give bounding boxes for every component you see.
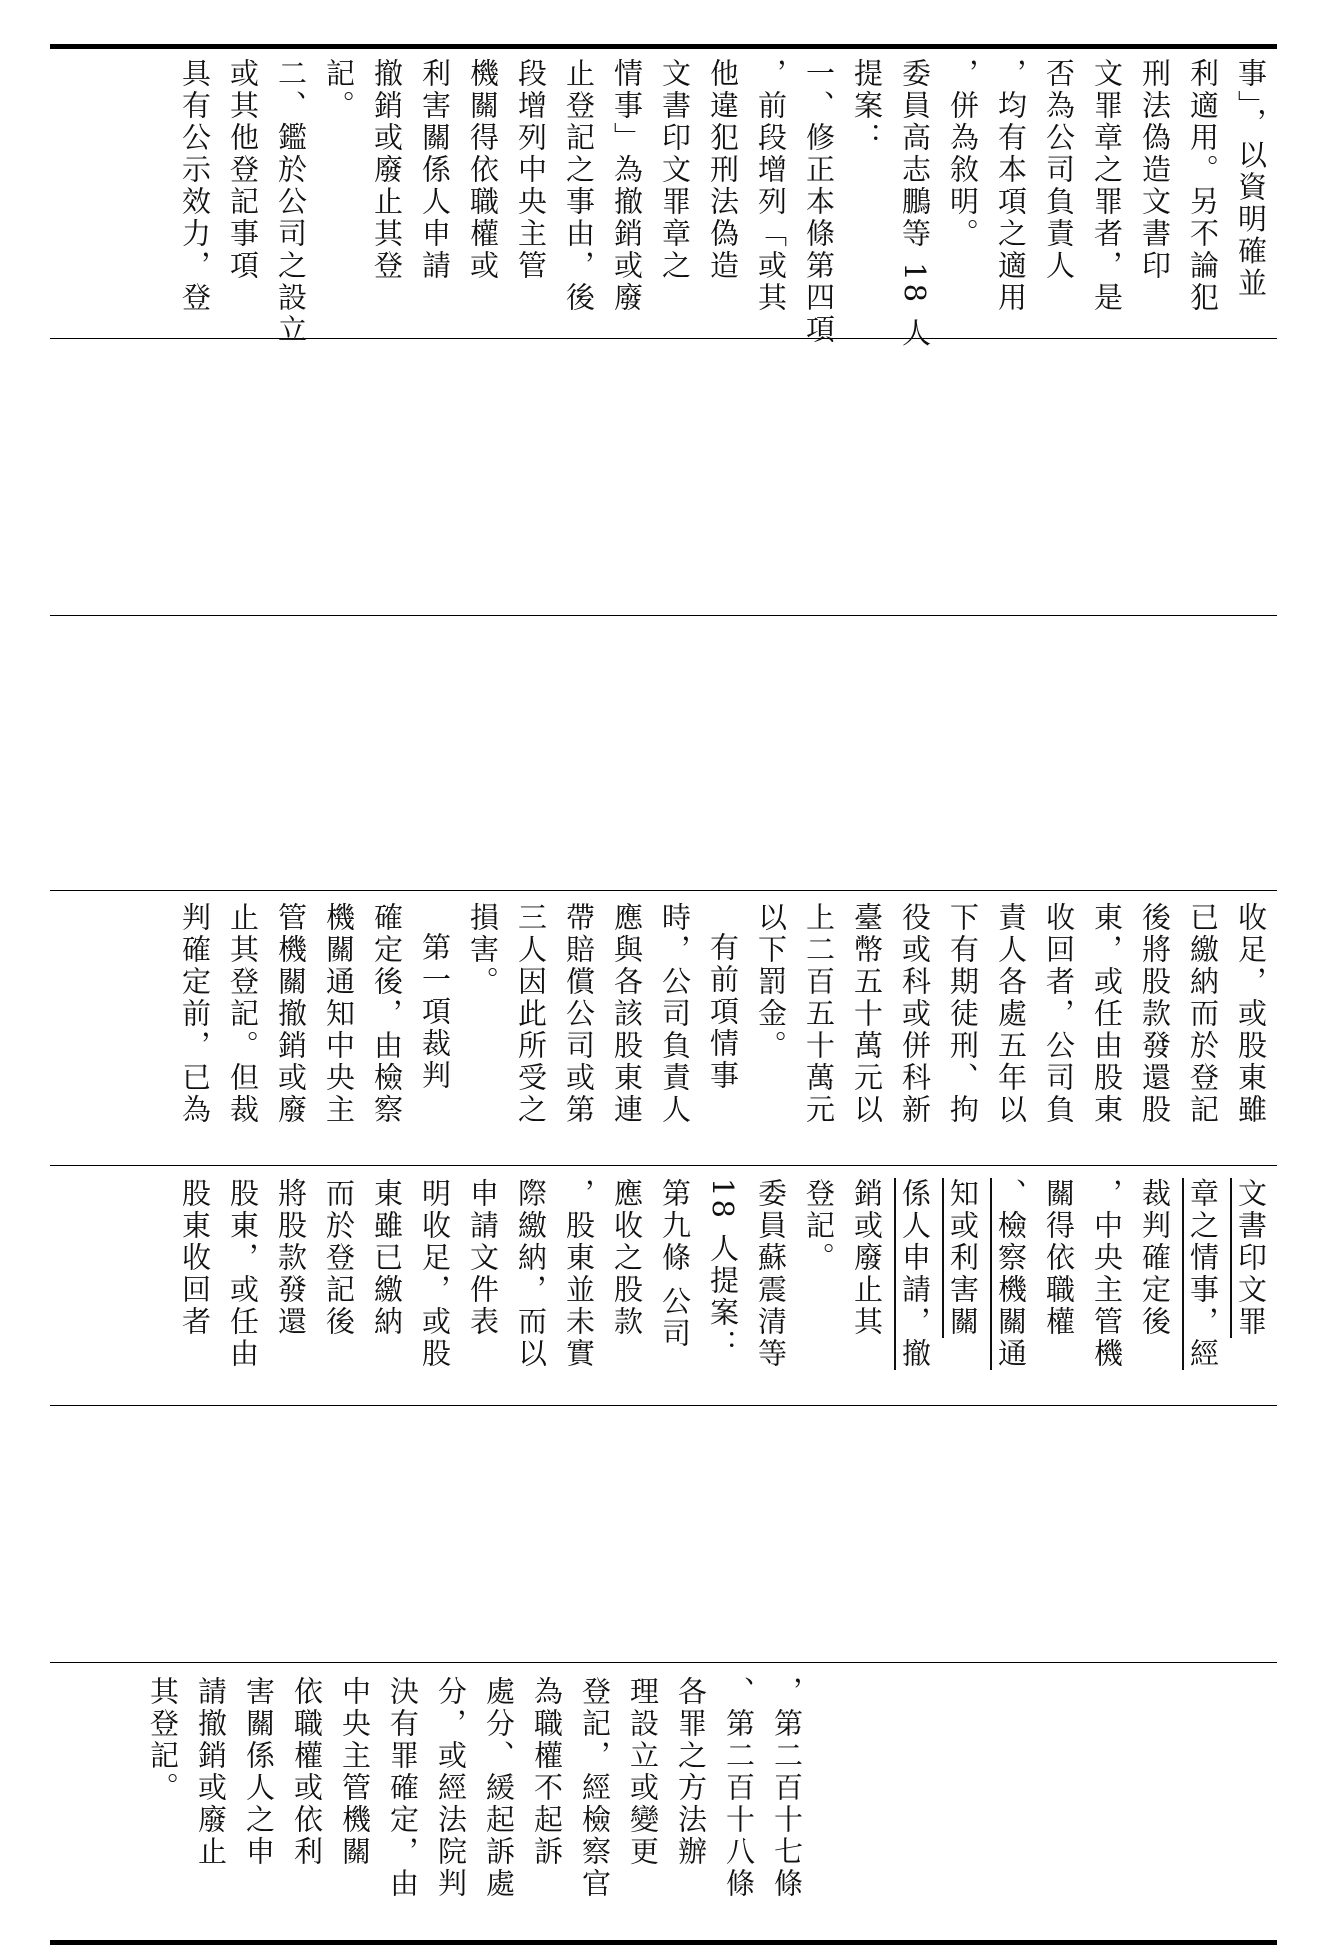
text-line: ，股東並未實 [562,1178,596,1370]
text-line: 刑法偽造文書印 [1138,58,1172,282]
text-line: 文罪章之罪者，是 [1090,58,1124,314]
text-line: 責人各處五年以 [994,902,1028,1126]
text-line: 情事」為撤銷或廢 [610,58,644,314]
text-line-underlined: 、檢察機關通 [994,1178,1028,1370]
text-line: 而於登記後 [322,1178,356,1338]
divider-rule-4 [50,1165,1277,1166]
text-line: 請撤銷或廢止 [194,1676,228,1868]
divider-rule-1 [50,338,1277,339]
text-line: 上二百五十萬元 [802,902,836,1126]
text-line: 股東收回者 [178,1178,212,1338]
text-line: 撤銷或廢止其登 [370,58,404,282]
text-line: 文書印文罪章之 [658,58,692,282]
text-line: 、第二百十八條 [722,1676,756,1900]
text-line: 記。 [322,58,356,122]
text-line: 機關通知中央主 [322,902,356,1126]
text-line: 三人因此所受之 [514,902,548,1126]
text-line: 關得依職權 [1042,1178,1076,1338]
text-line: 中央主管機關 [338,1676,372,1868]
text-line: 已繳納而於登記 [1186,902,1220,1126]
top-rule [50,44,1277,49]
text-line: 一、修正本條第四項 [802,58,836,346]
text-line: 決有罪確定，由 [386,1676,420,1900]
text-line: 東，或任由股東 [1090,902,1124,1126]
text-line: 時，公司負責人 [658,902,692,1126]
text-line: 收足，或股東雖 [1234,902,1268,1126]
text-line: ，第二百十七條 [770,1676,804,1900]
text-line: 應收之股款 [610,1178,644,1338]
text-line: 具有公示效力，登 [178,58,212,314]
text-line: 登記。 [802,1178,836,1274]
text-line: ，前段增列「或其 [754,58,788,314]
text-line: 明收足，或股 [418,1178,452,1370]
text-line: 役或科或併科新 [898,902,932,1126]
text-line: 委員高志鵬等 18 人 [898,58,932,350]
text-line: 銷或廢止其 [850,1178,884,1338]
text-line: 機關得依職權或 [466,58,500,282]
text-line: 登記，經檢察官 [578,1676,612,1900]
text-line: 後將股款發還股 [1138,902,1172,1126]
text-line: 害關係人之申 [242,1676,276,1868]
text-line: 或其他登記事項 [226,58,260,282]
text-line: 利適用。另不論犯 [1186,58,1220,314]
text-line: 他違犯刑法偽造 [706,58,740,282]
text-line: 管機關撤銷或廢 [274,902,308,1126]
text-line: 收回者，公司負 [1042,902,1076,1126]
text-line: 第一項裁判 [418,932,452,1092]
text-line: 有前項情事 [706,932,740,1092]
text-line: 止登記之事由，後 [562,58,596,314]
text-line: 申請文件表 [466,1178,500,1338]
text-line: 其登記。 [146,1676,180,1804]
text-line: 第九條 公司 [658,1178,692,1351]
text-line: 依職權或依利 [290,1676,324,1868]
text-line: 各罪之方法辦 [674,1676,708,1868]
text-line: 18 人提案： [706,1178,740,1362]
text-line: ，均有本項之適用 [994,58,1028,314]
text-line: 利害關係人申請 [418,58,452,282]
text-line-underlined: 係人申請，撤 [898,1178,932,1370]
text-line: 分，或經法院判 [434,1676,468,1900]
text-line: 應與各該股東連 [610,902,644,1126]
divider-rule-5 [50,1405,1277,1406]
text-line: 損害。 [466,902,500,998]
divider-rule-6 [50,1662,1277,1663]
text-line: 理設立或變更 [626,1676,660,1868]
text-line-underlined: 文書印文罪 [1234,1178,1268,1338]
text-line: 裁判確定後 [1138,1178,1172,1338]
text-line: 提案： [850,58,884,154]
divider-rule-3 [50,890,1277,891]
text-line: 帶賠償公司或第 [562,902,596,1126]
text-line: 判確定前，已為 [178,902,212,1126]
text-line: 際繳納，而以 [514,1178,548,1370]
text-line: 股東，或任由 [226,1178,260,1370]
middle-left-text-column [60,1178,1277,1403]
text-line: 將股款發還 [274,1178,308,1338]
text-line: 為職權不起訴 [530,1676,564,1868]
middle-right-text-column [60,902,1277,1162]
text-line: 事」，以資明確並 [1234,58,1268,300]
text-line: 確定後，由檢察 [370,902,404,1126]
text-line: 二、鑑於公司之設立 [274,58,308,346]
bottom-rule [50,1940,1277,1945]
text-line: 臺幣五十萬元以 [850,902,884,1126]
text-line: 否為公司負責人 [1042,58,1076,282]
text-line: ，中央主管機 [1090,1178,1124,1370]
bottom-text-column [60,1676,1277,1936]
text-line-underlined: 章之情事，經 [1186,1178,1220,1370]
text-line: ，併為敘明。 [946,58,980,250]
top-text-column [60,58,1277,350]
text-line: 委員蘇震清等 [754,1178,788,1370]
text-line-underlined: 知或利害關 [946,1178,980,1338]
divider-rule-2 [50,615,1277,616]
text-line: 以下罰金。 [754,902,788,1062]
text-line: 東雖已繳納 [370,1178,404,1338]
text-line: 處分、緩起訴處 [482,1676,516,1900]
text-line: 止其登記。但裁 [226,902,260,1126]
text-line: 下有期徒刑、拘 [946,902,980,1126]
text-line: 段增列中央主管 [514,58,548,282]
